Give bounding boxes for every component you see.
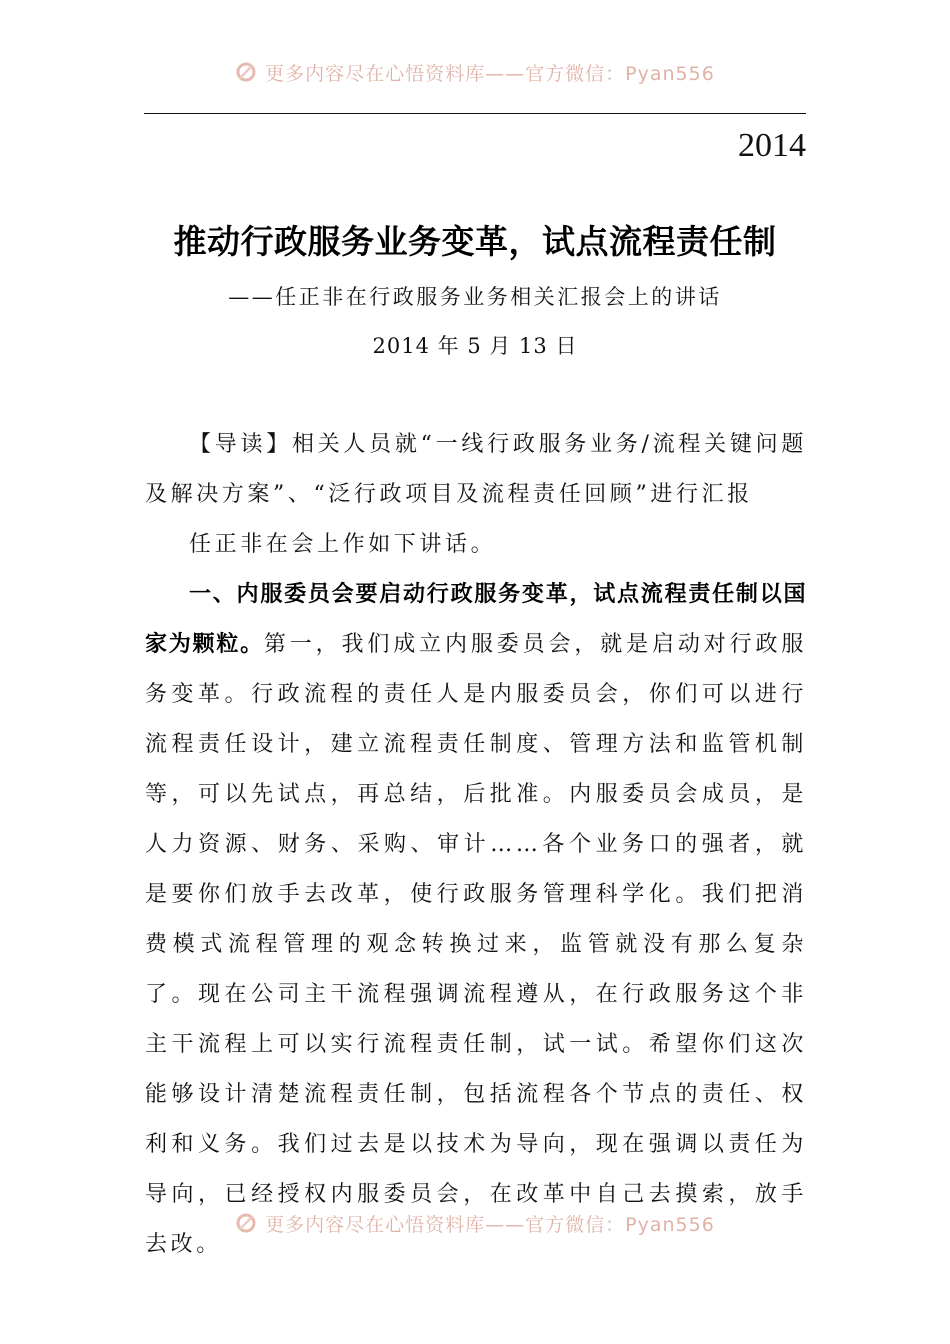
intro-paragraph-2: 任正非在会上作如下讲话。 bbox=[189, 532, 497, 557]
watermark-logo-icon bbox=[235, 1212, 257, 1234]
document-title: 推动行政服务业务变革，试点流程责任制 bbox=[173, 222, 777, 261]
watermark-text-footer: 更多内容尽在心悟资料库——官方微信：Pyan556 bbox=[265, 1213, 715, 1236]
section-1-heading: 一、内服委员会要启动行政服务变革，试点流程责任制以国家为颗粒。 bbox=[145, 582, 807, 657]
document-body bbox=[145, 420, 807, 1270]
watermark-footer bbox=[0, 1203, 950, 1243]
watermark-header bbox=[0, 52, 950, 92]
document-subtitle: ——任正非在行政服务业务相关汇报会上的讲话 bbox=[228, 285, 722, 309]
section-1-text: 第一，我们成立内服委员会，就是启动对行政服务变革。行政流程的责任人是内服委员会，你们可以进行流程责任设计，建立流程责任制度、管理方法和监管机制等，可以先试点，再总结，后批准。内服委员会成员，是人力资源、财务、采购、审计……各个业务口的强者，就是要你们放手去改革，使行政服务管理科学化。我们把消费模式流程管理的观念转换过来，监管就没有那么复杂了。现在公司主干流程强调流程遵从，在行政服务这个非主干流程上可以实行流程责任制，试一试。希望你们这次能够设计清楚流程责任制，包括流程各个节点的责任、权利和义务。我们过去是以技术为导向，现在强调以责任为导向，已经授权内服委员会，在改革中自己去摸索，放手去改。 bbox=[145, 632, 807, 1257]
header-year: 2014 bbox=[738, 127, 806, 164]
document-date: 2014 年 5 月 13 日 bbox=[372, 334, 578, 358]
watermark-logo-icon bbox=[235, 61, 257, 83]
header-rule bbox=[144, 113, 806, 114]
section-1-paragraph bbox=[145, 570, 807, 1270]
watermark-text: 更多内容尽在心悟资料库——官方微信：Pyan556 bbox=[265, 62, 715, 85]
intro-paragraph: 【导读】相关人员就“一线行政服务业务/流程关键问题及解决方案”、“泛行政项目及流程责任回顾”进行汇报 bbox=[145, 432, 807, 507]
